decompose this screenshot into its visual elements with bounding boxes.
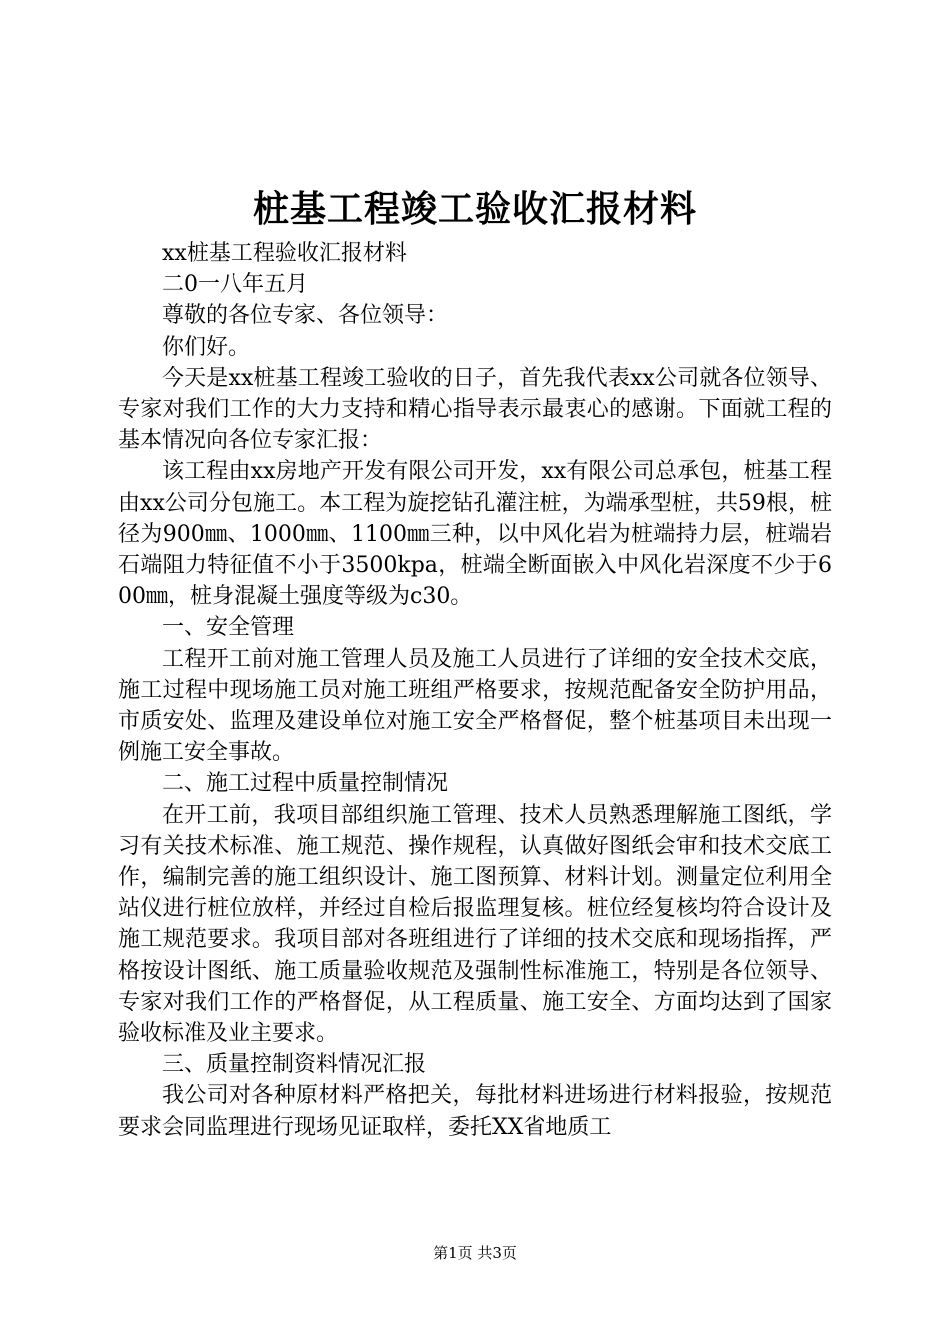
paragraph-greeting: 你们好。 (162, 334, 251, 360)
paragraph-safety: 工程开工前对施工管理人员及施工人员进行了详细的安全技术交底，施工过程中现场施工员对施工班组严格要求，按规范配备安全防护用品，市质安处、监理及建设单位对施工安全严格督促，整个桩基项目未出现一例施工安全事故。 (118, 646, 832, 766)
section-heading-safety: 一、安全管理 (162, 615, 295, 641)
paragraph-quality-documents: 我公司对各种原材料严格把关，每批材料进场进行材料报验，按规范要求会同监理进行现场见证取样，委托XX省地质工 (118, 1083, 832, 1140)
section-heading-quality-control: 二、施工过程中质量控制情况 (162, 771, 449, 797)
document-title: 桩基工程竣工验收汇报材料 (252, 188, 697, 230)
document-body (118, 238, 832, 1143)
section-heading-quality-documents: 三、质量控制资料情况汇报 (162, 1052, 427, 1078)
paragraph-subtitle: xx桩基工程验收汇报材料 (162, 241, 407, 266)
paragraph-quality-control: 在开工前，我项目部组织施工管理、技术人员熟悉理解施工图纸，学习有关技术标准、施工规范、操作规程，认真做好图纸会审和技术交底工作，编制完善的施工组织设计、施工图预算、材料计划。测量定位利用全站仪进行桩位放样，并经过自检后报监理复核。桩位经复核均符合设计及施工规范要求。我项目部对各班组进行了详细的技术交底和现场指挥，严格按设计图纸、施工质量验收规范及强制性标准施工，特别是各位领导、专家对我们工作的严格督促，从工程质量、施工安全、方面均达到了国家验收标准及业主要求。 (118, 802, 832, 1047)
paragraph-salutation: 尊敬的各位专家、各位领导： (162, 303, 449, 329)
page-footer: 第1页 共3页 (433, 1244, 517, 1262)
paragraph-intro: 今天是xx桩基工程竣工验收的日子，首先我代表xx公司就各位领导、专家对我们工作的大力支持和精心指导表示最衷心的感谢。下面就工程的基本情况向各位专家汇报： (118, 365, 832, 454)
paragraph-date: 二0一八年五月 (162, 272, 308, 298)
paragraph-project-overview: 该工程由xx房地产开发有限公司开发，xx有限公司总承包，桩基工程由xx公司分包施工。本工程为旋挖钻孔灌注桩，为端承型桩，共59根，桩径为900㎜、1000㎜、1100㎜三种，以中风化岩为桩端持力层，桩端岩石端阻力特征值不小于3500kpa，桩端全断面嵌入中风化岩深度不少于600㎜，桩身混凝土强度等级为c30。 (118, 459, 832, 610)
